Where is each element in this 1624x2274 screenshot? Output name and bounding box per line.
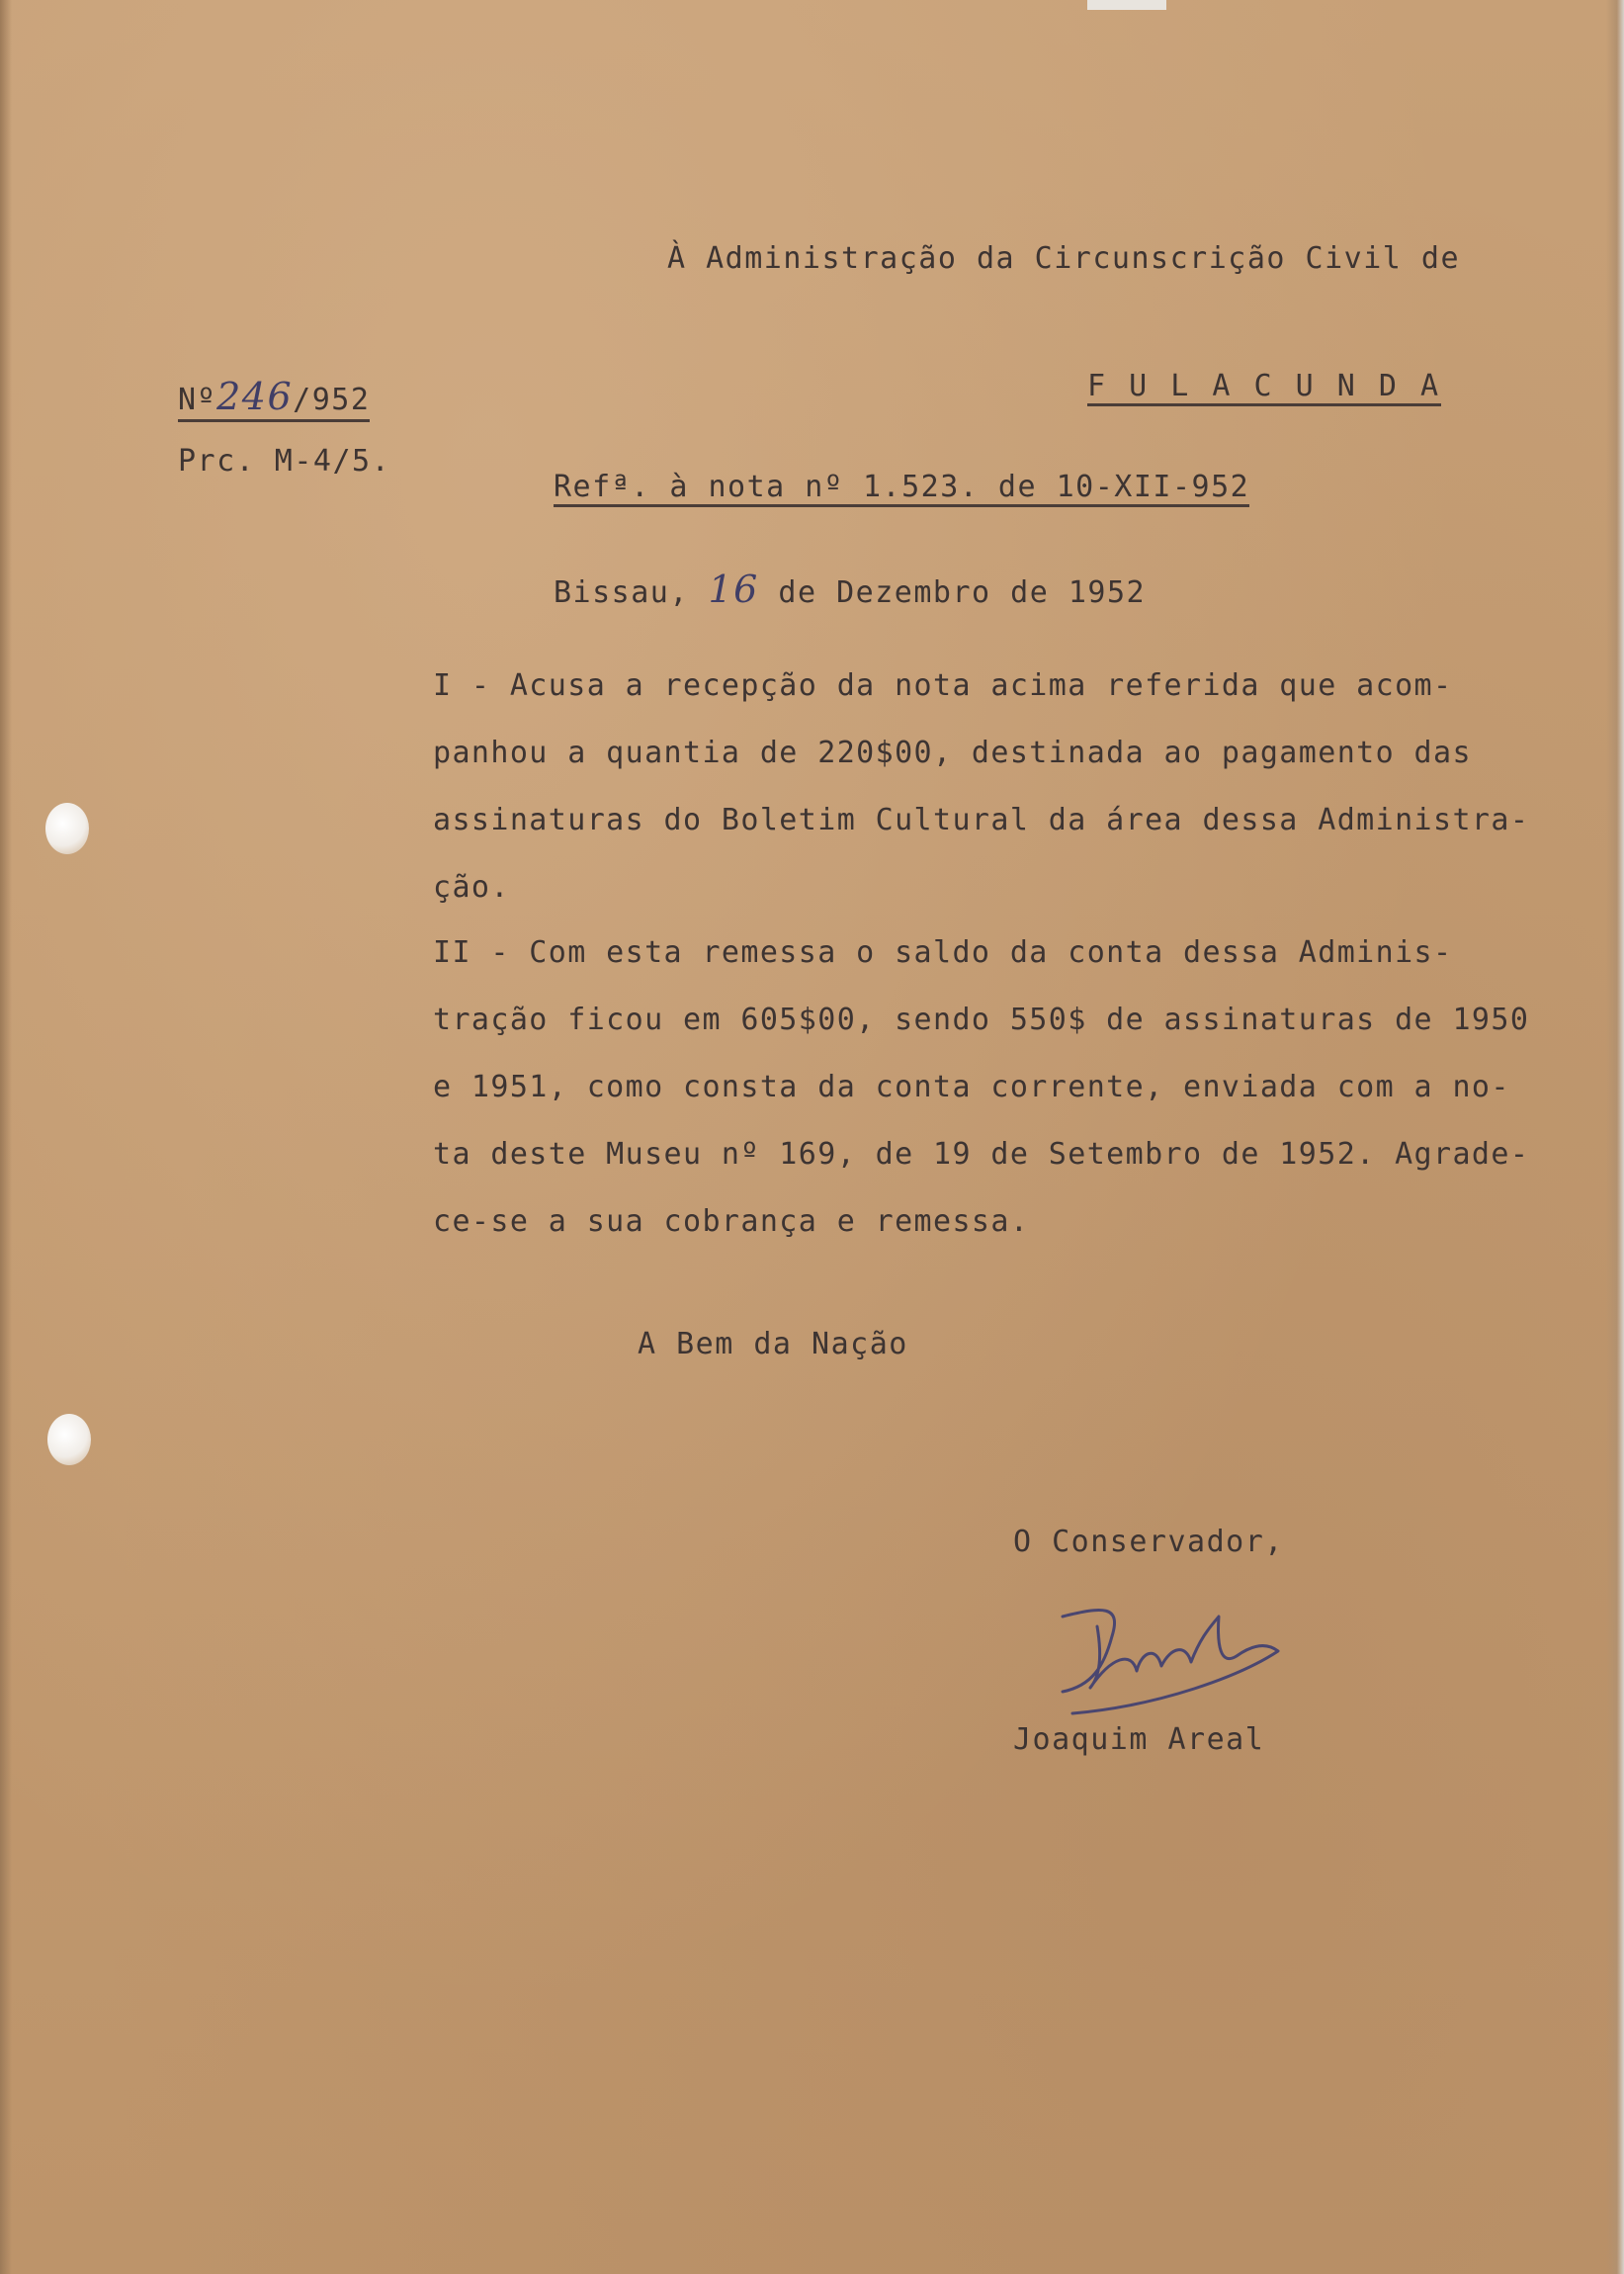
document-number-suffix: /952 bbox=[293, 383, 371, 417]
note-reference: Refª. à nota nº 1.523. de 10-XII-952 bbox=[554, 473, 1249, 507]
document-number-handwritten: 246 bbox=[216, 375, 294, 418]
paper-edge-right bbox=[1606, 0, 1624, 2274]
paragraph-ii: II - Com esta remessa o saldo da conta dessa Adminis- tração ficou em 605$00, sendo 550$ de assinaturas de 1950 e 1951, como consta da conta corrente, enviada com a no- ta deste Museu nº 169, de 19 de Setembro de 1952. Agrade- ce-se a sua cobrança e remessa. bbox=[433, 935, 1530, 1239]
handwritten-signature bbox=[1043, 1597, 1300, 1735]
punch-hole-top bbox=[45, 803, 89, 854]
salutation: A Bem da Nação bbox=[638, 1327, 908, 1361]
recipient-line: À Administração da Circunscrição Civil de bbox=[667, 241, 1461, 276]
document-number-prefix: Nº bbox=[178, 383, 217, 417]
date-day-handwritten: 16 bbox=[708, 568, 759, 611]
recipient-place: F U L A C U N D A bbox=[1087, 372, 1441, 406]
paper-tab bbox=[1087, 0, 1166, 10]
punch-hole-bottom bbox=[47, 1414, 91, 1465]
place-date bbox=[554, 568, 1147, 611]
paragraph-i: I - Acusa a recepção da nota acima referida que acom- panhou a quantia de 220$00, destinada ao pagamento das assinaturas do Boletim Cultural da área dessa Administra- ção. bbox=[433, 668, 1530, 905]
paper-edge-left bbox=[0, 0, 12, 2274]
document-number bbox=[178, 375, 371, 418]
signatory-name: Joaquim Areal bbox=[1013, 1722, 1265, 1757]
process-reference: Prc. M-4/5. bbox=[178, 444, 391, 479]
signatory-title: O Conservador, bbox=[1013, 1525, 1284, 1559]
date-prefix: Bissau, bbox=[554, 575, 709, 610]
date-suffix: de Dezembro de 1952 bbox=[758, 575, 1147, 610]
